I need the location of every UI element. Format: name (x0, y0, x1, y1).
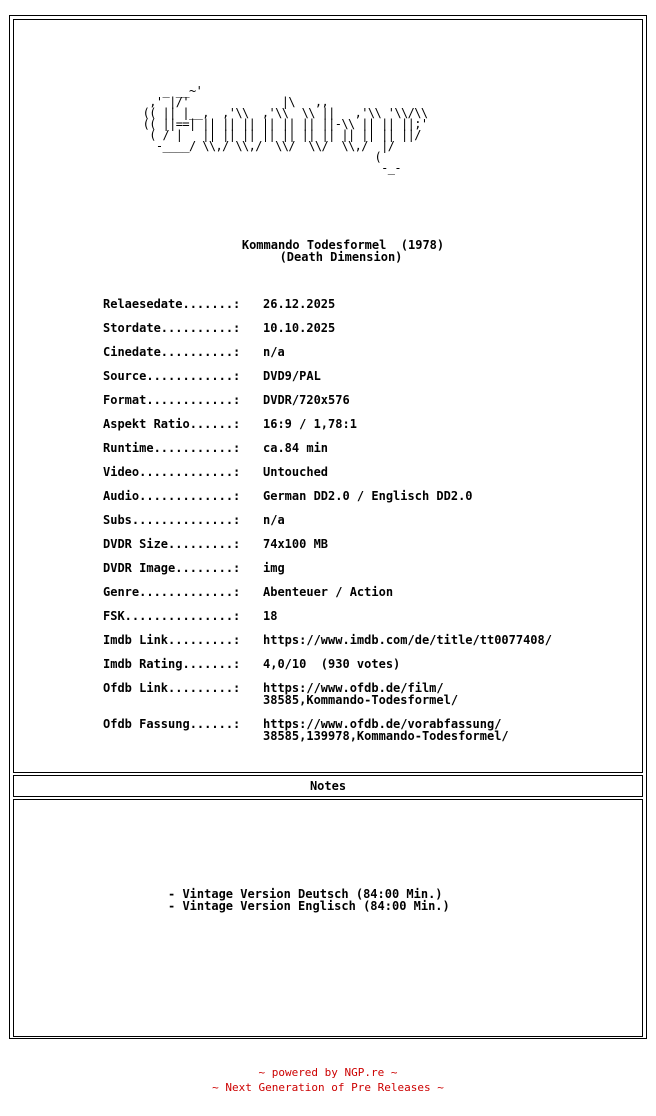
info-value-line: https://www.imdb.com/de/title/tt0077408/ (263, 633, 552, 647)
info-key: Cinedate..........: (103, 345, 241, 359)
info-row (103, 718, 552, 742)
info-row (103, 442, 552, 454)
info-key: Imdb Rating.......: (103, 657, 241, 671)
info-row (103, 586, 552, 598)
release-title: Kommando Todesformel (1978) (241, 238, 445, 252)
info-value-line: Abenteuer / Action (263, 585, 394, 599)
footer-tagline: ~ Next Generation of Pre Releases ~ (212, 1081, 444, 1094)
info-key: FSK...............: (103, 609, 241, 623)
info-row (103, 538, 552, 550)
info-row (103, 562, 552, 574)
info-row (103, 658, 552, 670)
info-value (263, 538, 328, 550)
info-value (263, 634, 552, 646)
info-value (263, 322, 335, 334)
info-key: Ofdb Link.........: (103, 681, 241, 695)
info-value-line: ca.84 min (263, 441, 329, 455)
footer-powered-by: ~ powered by NGP.re ~ (258, 1066, 398, 1079)
info-value (263, 346, 285, 358)
info-key: DVDR Image........: (103, 561, 241, 575)
info-key: Video.............: (103, 465, 241, 479)
info-row (103, 394, 552, 406)
info-value-line: DVDR/720x576 (263, 393, 350, 407)
info-key: Subs..............: (103, 513, 241, 527)
info-value (263, 298, 335, 310)
info-value-line: Untouched (263, 465, 329, 479)
info-key: Ofdb Fassung......: (103, 717, 241, 731)
info-key: Stordate..........: (103, 321, 241, 335)
info-key: DVDR Size.........: (103, 537, 241, 551)
notes-heading: Notes (309, 779, 347, 793)
info-key: Relaesedate.......: (103, 297, 241, 311)
info-value (263, 586, 393, 598)
notes-panel (13, 799, 643, 1037)
info-value (263, 442, 328, 454)
info-value-line: DVD9/PAL (263, 369, 321, 383)
info-row (103, 346, 552, 358)
info-value (263, 514, 285, 526)
info-value-line: 10.10.2025 (263, 321, 336, 335)
info-value-line: 18 (263, 609, 278, 623)
info-value (263, 394, 350, 406)
info-value (263, 466, 328, 478)
info-value (263, 718, 509, 742)
note-item: - Vintage Version Deutsch (84:00 Min.) (168, 887, 443, 901)
info-value-line: n/a (263, 513, 285, 527)
info-row (103, 610, 552, 622)
info-value-line: img (263, 561, 285, 575)
info-value-line: https://www.ofdb.de/vorabfassung/ (263, 717, 502, 731)
footer (0, 1065, 656, 1095)
info-value (263, 490, 473, 502)
info-value-line: 4,0/10 (930 votes) (263, 657, 401, 671)
info-key: Runtime...........: (103, 441, 241, 455)
release-titles (0, 239, 656, 263)
info-value-line: 38585,Kommando-Todesformel/ (263, 693, 459, 707)
info-row (103, 370, 552, 382)
info-key: Imdb Link.........: (103, 633, 241, 647)
group-logo-ascii-art: _ __~' ,' |/' |\ ,, (( || |__, ,'\\ ,'\\ \\ || ,'\\ '\\/\\ (( ||==| || || || || || || ||-\\ || || ||;' ( / | || || || || || || || || || || ||/ -____/ \\,/ \\,/ \\/ \\/ \\,/ |/ ( -_- (142, 84, 428, 175)
info-row (103, 490, 552, 502)
info-key: Source............: (103, 369, 241, 383)
info-value (263, 418, 357, 430)
info-value-line: 16:9 / 1,78:1 (263, 417, 357, 431)
info-value (263, 658, 400, 670)
notes-list (168, 888, 450, 912)
note-item: - Vintage Version Englisch (84:00 Min.) (168, 899, 450, 913)
info-row (103, 418, 552, 430)
info-value-line: 26.12.2025 (263, 297, 336, 311)
info-key: Aspekt Ratio......: (103, 417, 241, 431)
info-value (263, 610, 277, 622)
notes-header-panel (13, 775, 643, 797)
release-info-list (103, 298, 552, 754)
info-value-line: n/a (263, 345, 285, 359)
info-key: Genre.............: (103, 585, 241, 599)
info-row (103, 514, 552, 526)
info-row (103, 634, 552, 646)
info-key: Audio.............: (103, 489, 241, 503)
info-value (263, 370, 321, 382)
info-key: Format............: (103, 393, 241, 407)
info-row (103, 322, 552, 334)
info-value (263, 682, 458, 706)
info-row (103, 682, 552, 706)
info-row (103, 466, 552, 478)
info-value-line: 38585,139978,Kommando-Todesformel/ (263, 729, 509, 743)
release-subtitle: (Death Dimension) (279, 250, 403, 264)
info-row (103, 298, 552, 310)
info-value-line: 74x100 MB (263, 537, 329, 551)
info-value-line: https://www.ofdb.de/film/ (263, 681, 444, 695)
info-value-line: German DD2.0 / Englisch DD2.0 (263, 489, 473, 503)
info-value (263, 562, 285, 574)
